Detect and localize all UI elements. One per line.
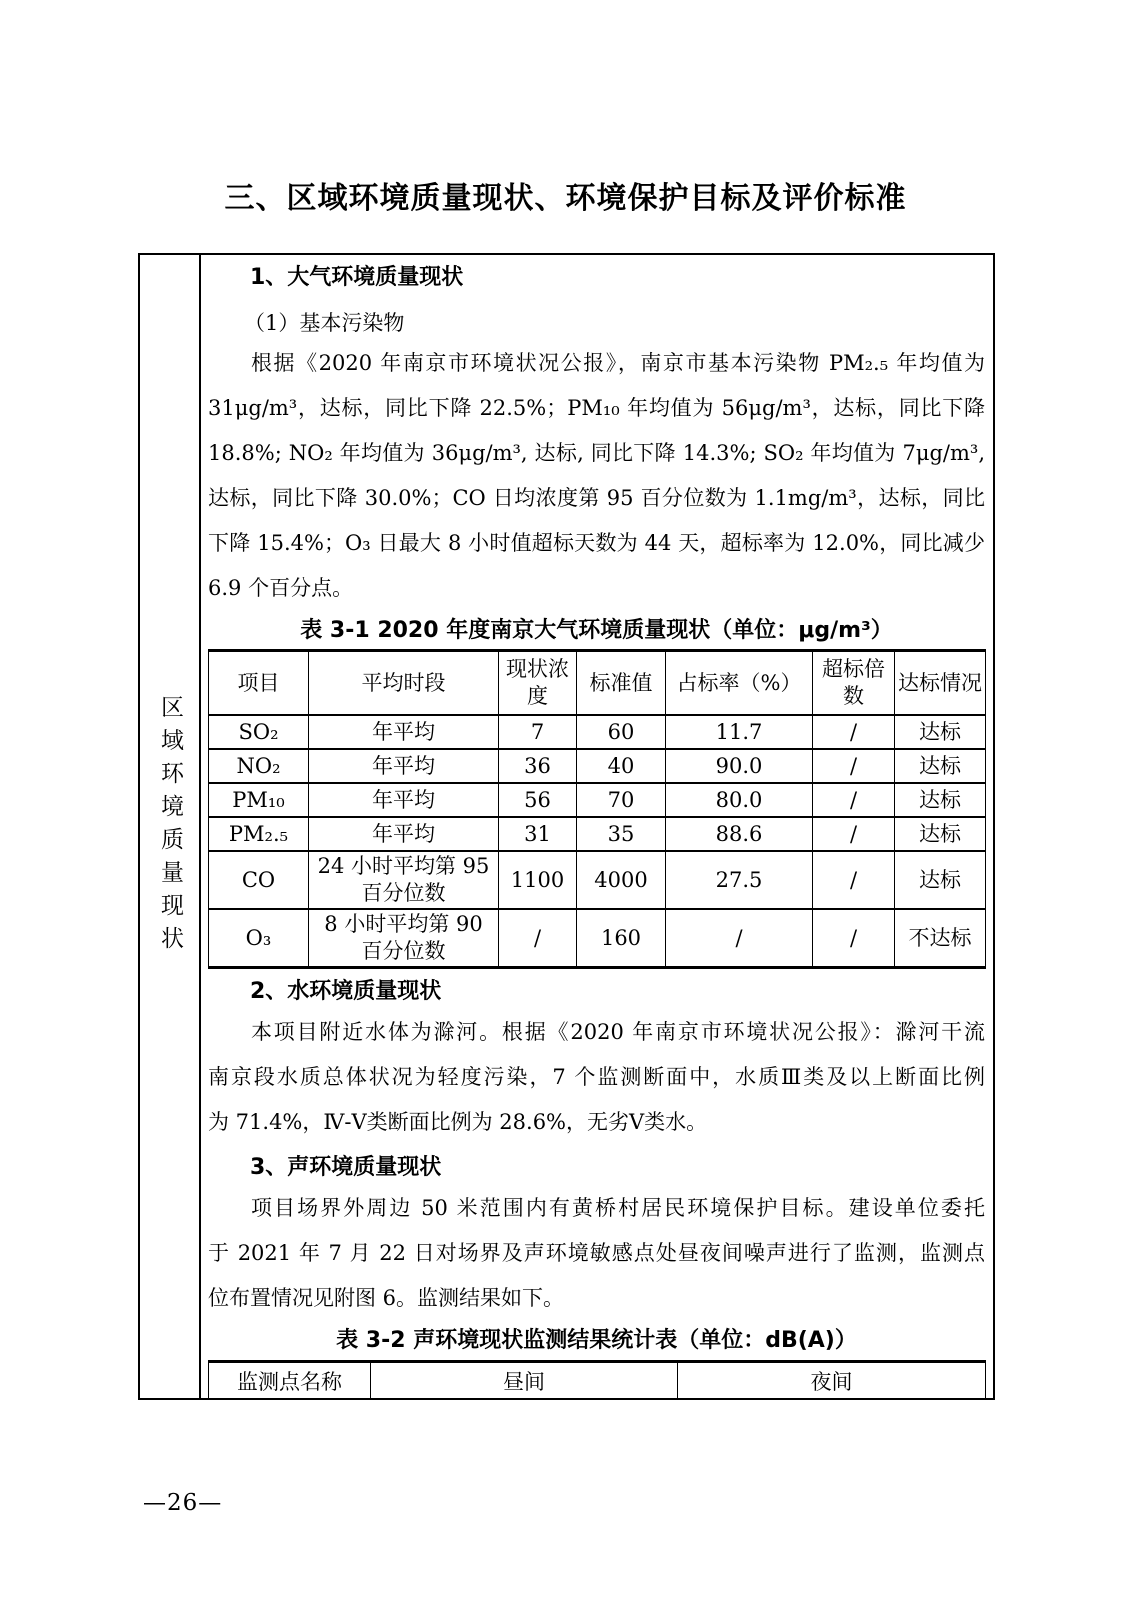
table-header-cell: 占标率（%） [666,651,813,716]
table-cell: / [499,909,577,968]
noise-paragraph [208,1186,985,1321]
sidebar-vertical-label: 区域环境质量现状 [157,694,183,959]
table-cell: PM₂.₅ [209,817,309,851]
table-cell: 36 [499,749,577,783]
paragraph-line: 于 2021 年 7 月 22 日对场界及声环境敏感点处昼夜间噪声进行了监测，监测点 [208,1241,985,1265]
paragraph-line: 下降 15.4%；O₃ 日最大 8 小时值超标天数为 44 天，超标率为 12.0%，同比减少 [208,531,985,555]
table-cell: / [813,783,895,817]
paragraph-line: 31μg/m³，达标，同比下降 22.5%；PM₁₀ 年均值为 56μg/m³，达标，同比下降 [208,396,985,420]
table-row [209,817,986,851]
table-cell: 88.6 [666,817,813,851]
table-cell: 24 小时平均第 95 百分位数 [309,851,499,909]
table-cell: / [813,749,895,783]
table-3-2 [208,1360,986,1398]
document-frame [138,253,995,1400]
table-cell: 90.0 [666,749,813,783]
table-cell: / [813,817,895,851]
table-header-row [209,651,986,716]
table-cell: 年平均 [309,783,499,817]
table-cell: 年平均 [309,817,499,851]
page-number: —26— [143,1490,223,1516]
table-cell: 达标 [895,851,986,909]
paragraph-line: 18.8%; NO₂ 年均值为 36μg/m³, 达标, 同比下降 14.3%; SO₂ 年均值为 7μg/m³, [208,441,985,465]
table-cell: 1100 [499,851,577,909]
water-paragraph [208,1010,985,1145]
table-cell: SO₂ [209,715,309,749]
section-water-heading: 2、水环境质量现状 [250,979,442,1004]
paragraph-line: 6.9 个百分点。 [208,576,354,600]
table-header-cell: 达标情况 [895,651,986,716]
table-cell: 80.0 [666,783,813,817]
table-cell: O₃ [209,909,309,968]
table-cell: 56 [499,783,577,817]
table-cell: 11.7 [666,715,813,749]
table-cell: 达标 [895,817,986,851]
table-row [209,909,986,968]
document-content [201,255,993,1398]
table-3-1-caption: 表 3-1 2020 年度南京大气环境质量现状（单位：μg/m³） [300,618,893,643]
table-header-cell: 超标倍数 [813,651,895,716]
table-cell: 达标 [895,715,986,749]
page-title: 三、区域环境质量现状、环境保护目标及评价标准 [224,181,907,216]
table-3-1 [208,649,986,969]
section-air-heading: 1、大气环境质量现状 [250,265,464,290]
air-paragraph [208,341,985,611]
sidebar-category-column [140,255,201,1398]
paragraph-line: 南京段水质总体状况为轻度污染，7 个监测断面中，水质Ⅲ类及以上断面比例 [208,1065,985,1089]
table-cell: 达标 [895,749,986,783]
section-noise-heading: 3、声环境质量现状 [250,1155,442,1180]
table-3-2-block [208,1321,985,1398]
table-row [209,783,986,817]
paragraph-line: 为 71.4%，Ⅳ-Ⅴ类断面比例为 28.6%，无劣Ⅴ类水。 [208,1110,708,1134]
table-cell: 4000 [577,851,666,909]
table-cell: 70 [577,783,666,817]
table-cell: / [813,851,895,909]
table-cell: NO₂ [209,749,309,783]
table-cell: 年平均 [309,715,499,749]
table-cell: 31 [499,817,577,851]
table-header-cell: 平均时段 [309,651,499,716]
table-row [209,851,986,909]
paragraph-line: 位布置情况见附图 6。监测结果如下。 [208,1286,565,1310]
paragraph-line: 本项目附近水体为滁河。根据《2020 年南京市环境状况公报》：滁河干流 [251,1020,985,1044]
table-header-cell: 现状浓度 [499,651,577,716]
table-cell: 不达标 [895,909,986,968]
paragraph-line: 项目场界外周边 50 米范围内有黄桥村居民环境保护目标。建设单位委托 [251,1196,985,1220]
table-row [209,749,986,783]
table-header-cell: 监测点名称 [209,1362,371,1399]
table-cell: CO [209,851,309,909]
table-header-row [209,1362,986,1399]
table-header-cell: 项目 [209,651,309,716]
table-cell: 8 小时平均第 90 百分位数 [309,909,499,968]
paragraph-line: 达标，同比下降 30.0%；CO 日均浓度第 95 百分位数为 1.1mg/m³，达标，同比 [208,486,985,510]
table-cell: 年平均 [309,749,499,783]
section-air-subheading: （1）基本污染物 [244,311,405,335]
table-cell: / [666,909,813,968]
table-cell: / [813,715,895,749]
table-cell: 7 [499,715,577,749]
table-cell: 160 [577,909,666,968]
table-header-cell: 标准值 [577,651,666,716]
table-cell: 达标 [895,783,986,817]
table-cell: 27.5 [666,851,813,909]
table-3-2-caption: 表 3-2 声环境现状监测结果统计表（单位：dB(A)） [336,1328,857,1353]
table-cell: 35 [577,817,666,851]
table-cell: 40 [577,749,666,783]
table-cell: / [813,909,895,968]
table-cell: 60 [577,715,666,749]
table-header-cell: 夜间 [678,1362,986,1399]
paragraph-line: 根据《2020 年南京市环境状况公报》，南京市基本污染物 PM₂.₅ 年均值为 [251,351,985,375]
table-cell: PM₁₀ [209,783,309,817]
table-row [209,715,986,749]
table-header-cell: 昼间 [371,1362,678,1399]
